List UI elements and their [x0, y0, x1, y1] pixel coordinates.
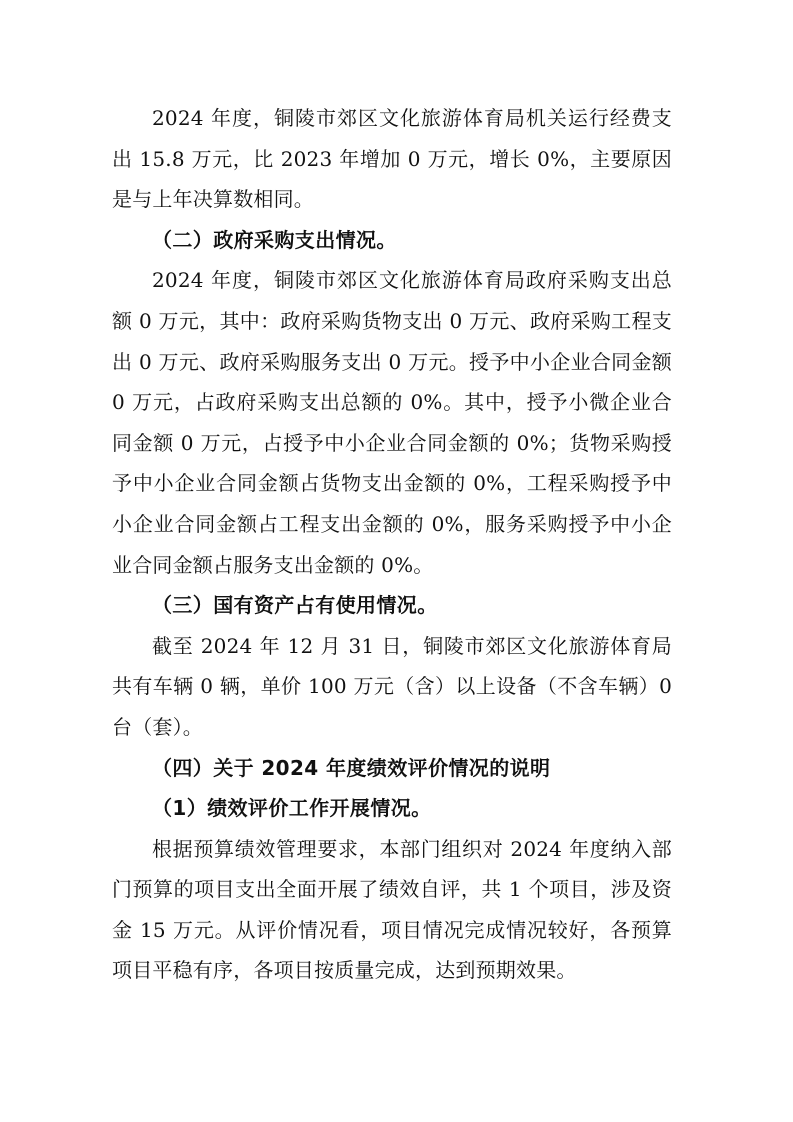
heading-performance-evaluation: （四）关于 2024 年度绩效评价情况的说明: [152, 755, 551, 780]
heading-evaluation-work: （1）绩效评价工作开展情况。: [152, 796, 432, 821]
paragraph-operating-expenses: 2024 年度，铜陵市郊区文化旅游体育局机关运行经费支出 15.8 万元，比 2023 年增加 0 万元，增长 0%，主要原因是与上年决算数相同。: [112, 106, 672, 212]
paragraph-state-assets: 截至 2024 年 12 月 31 日，铜陵市郊区文化旅游体育局共有车辆 0 辆，单价 100 万元（含）以上设备（不含车辆）0 台（套）。: [112, 633, 672, 739]
heading-government-procurement: （二）政府采购支出情况。: [152, 227, 397, 252]
heading-state-assets: （三）国有资产占有使用情况。: [152, 593, 438, 618]
paragraph-evaluation-work: 根据预算绩效管理要求，本部门组织对 2024 年度纳入部门预算的项目支出全面开展了绩效自评，共 1 个项目，涉及资金 15 万元。从评价情况看，项目情况完成情况较好，各预算项目平稳有序，各项目按质量完成，达到预期效果。: [112, 836, 672, 983]
paragraph-government-procurement: 2024 年度，铜陵市郊区文化旅游体育局政府采购支出总额 0 万元，其中：政府采购货物支出 0 万元、政府采购工程支出 0 万元、政府采购服务支出 0 万元。授予中小企业合同金额 0 万元，占政府采购支出总额的 0%。其中，授予小微企业合同金额 0 万元，占授予中小企业合同金额的 0%；货物采购授予中小企业合同金额占货物支出金额的 0%，工程采购授予中小企业合同金额占工程支出金额的 0%，服务采购授予中小企业合同金额占服务支出金额的 0%。: [112, 268, 672, 577]
document-body: [112, 98, 672, 991]
